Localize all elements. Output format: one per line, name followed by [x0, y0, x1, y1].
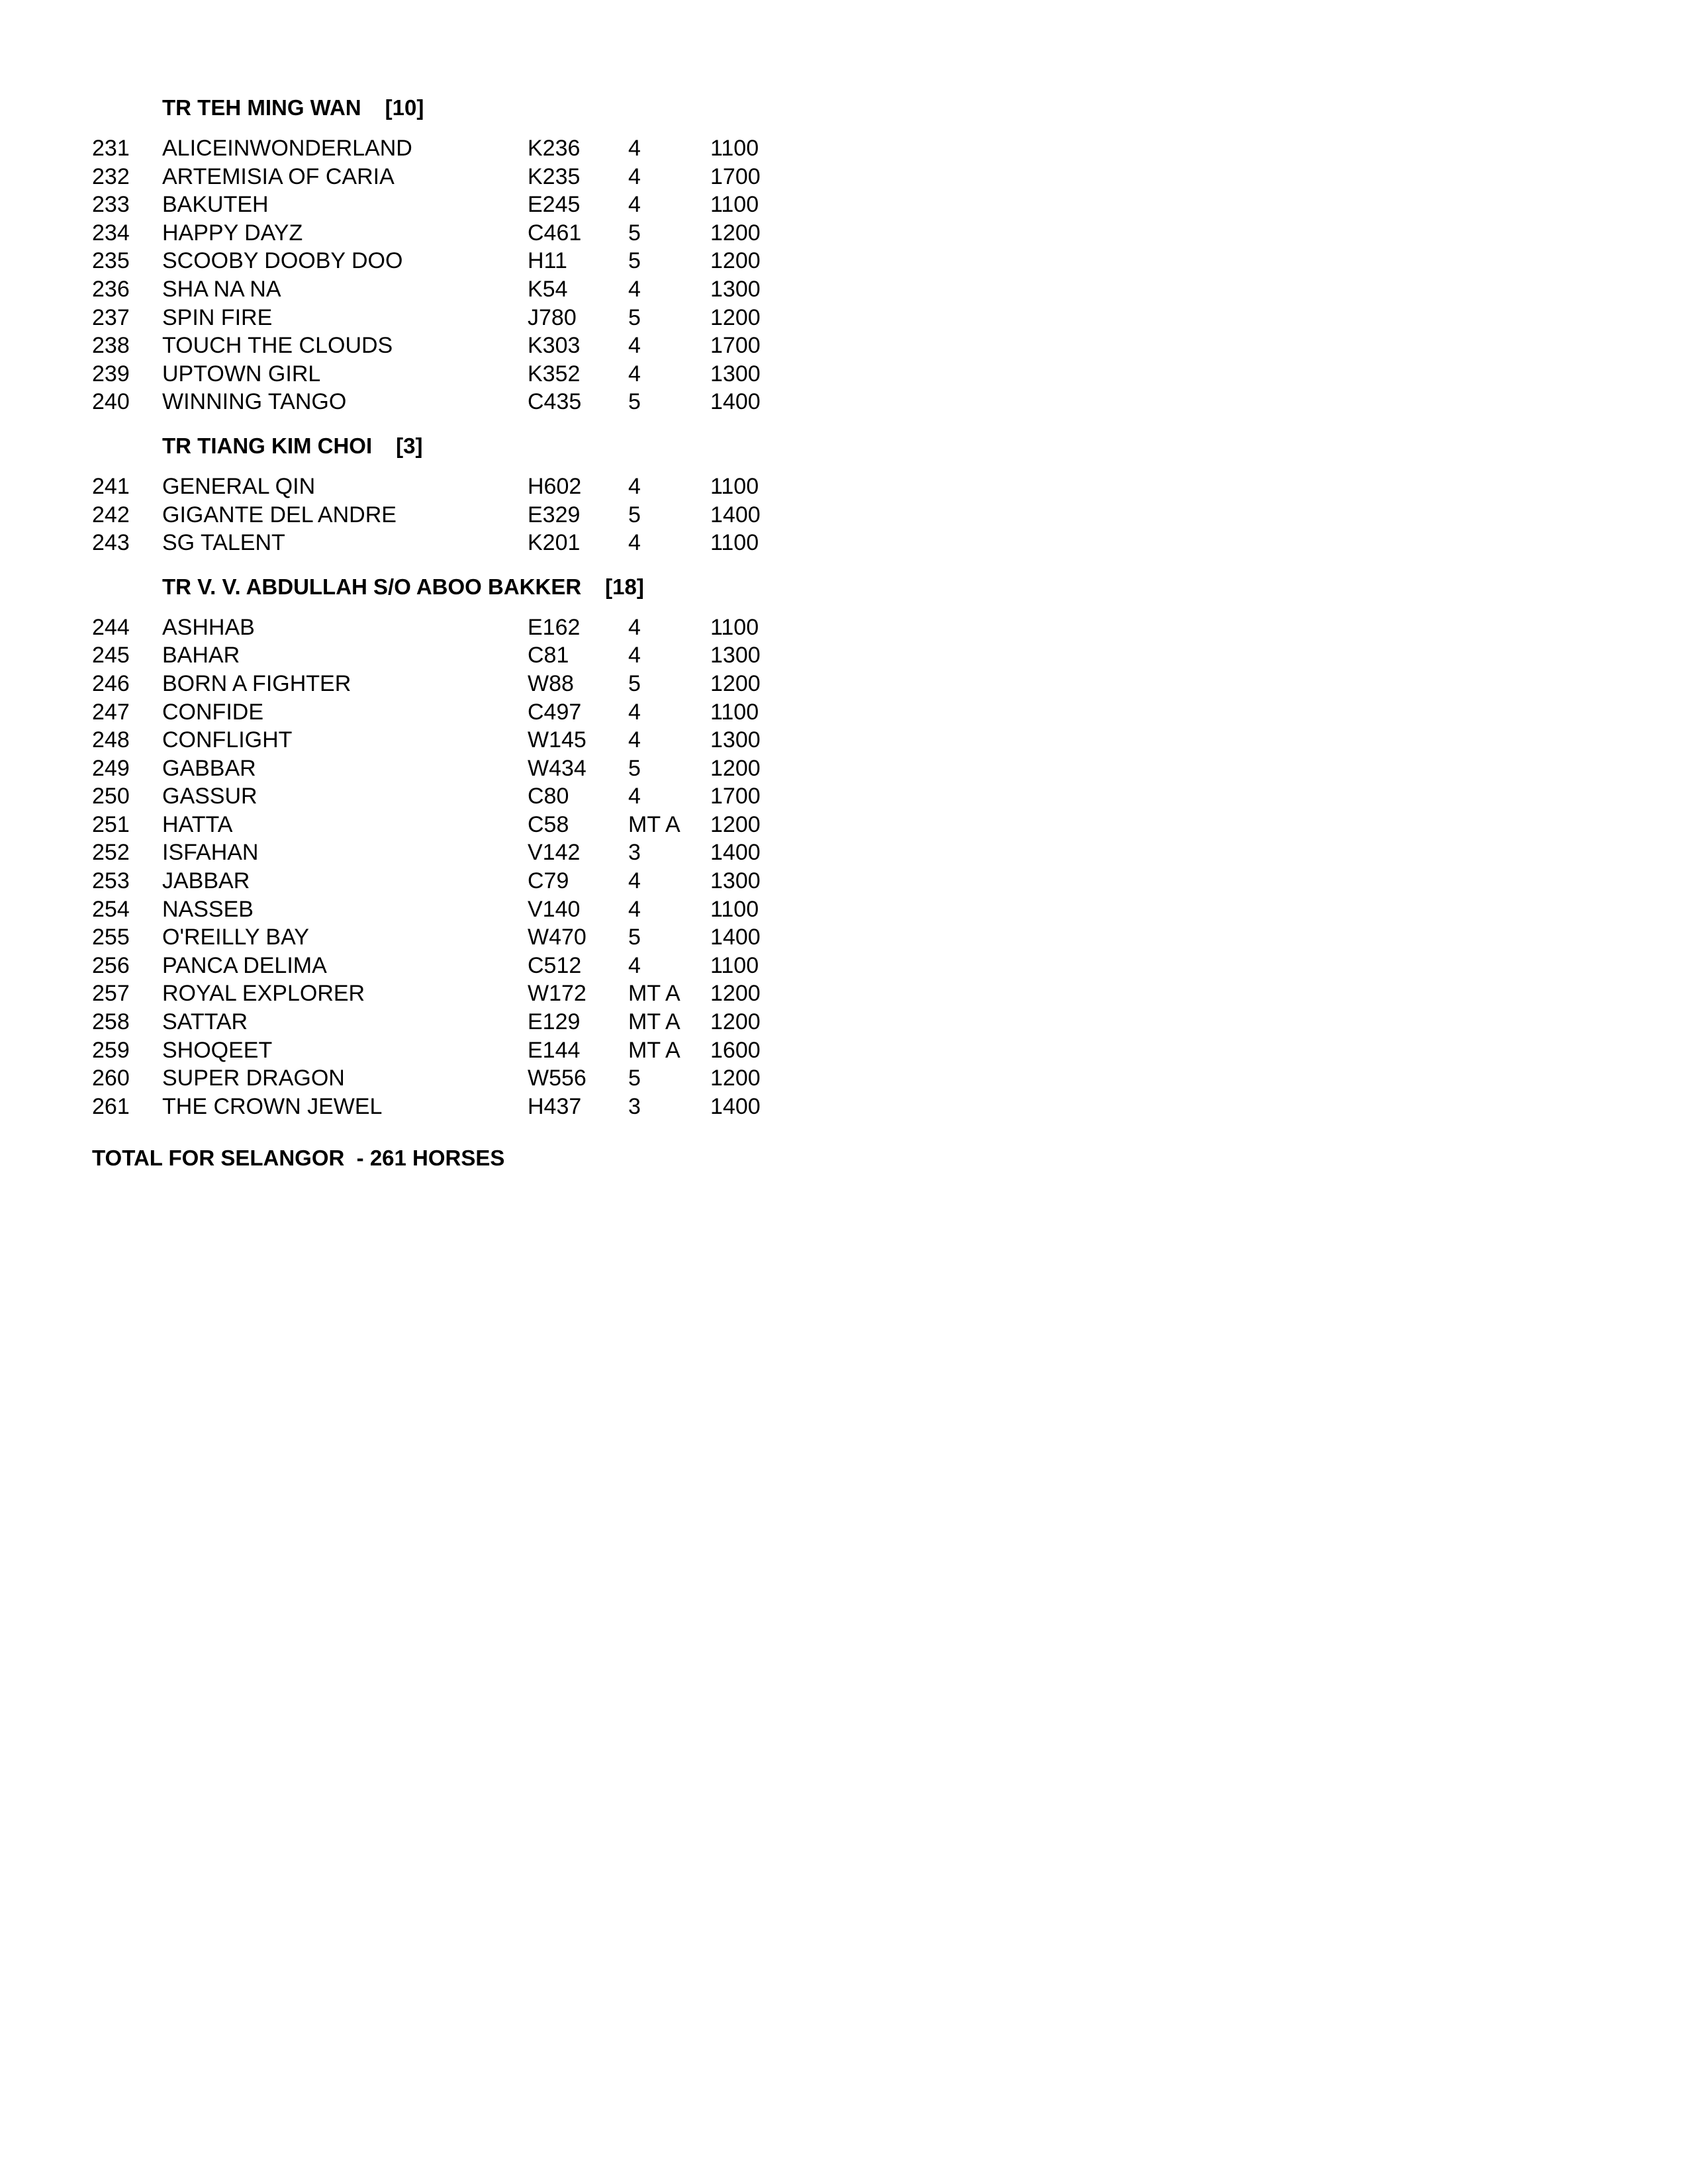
horse-number: 242 [92, 502, 130, 527]
trainer-heading [92, 91, 953, 124]
horse-name: ISFAHAN [162, 840, 259, 866]
horse-rows [92, 473, 953, 557]
horse-rating: 1300 [710, 361, 761, 387]
horse-rating: 1300 [710, 276, 761, 302]
trainer-horse-count: [10] [385, 95, 424, 120]
horse-age: 4 [628, 276, 641, 302]
horse-rating: 1200 [710, 1009, 761, 1035]
horse-number: 258 [92, 1009, 130, 1035]
horse-age: 4 [628, 361, 641, 387]
horse-rating: 1100 [710, 530, 759, 556]
horse-number: 243 [92, 530, 130, 556]
horse-number: 253 [92, 868, 130, 894]
horse-age: 4 [628, 868, 641, 894]
horse-row [92, 247, 953, 275]
horse-name: BORN A FIGHTER [162, 670, 352, 696]
horse-number: 247 [92, 699, 130, 725]
horse-age: 4 [628, 530, 641, 556]
horse-number: 250 [92, 784, 130, 809]
trainer-heading [92, 430, 953, 463]
horse-rating: 1200 [710, 1066, 761, 1091]
horse-rating: 1100 [710, 896, 759, 922]
horse-row [92, 1064, 953, 1093]
horse-name: O'REILLY BAY [162, 925, 309, 950]
horse-rating: 1400 [710, 389, 761, 415]
horse-number: 246 [92, 670, 130, 696]
horse-row [92, 754, 953, 783]
horse-name: CONFIDE [162, 699, 263, 725]
horse-row [92, 670, 953, 698]
horse-number: 237 [92, 304, 130, 330]
horse-rating: 1700 [710, 333, 761, 359]
horse-code: J780 [528, 304, 577, 330]
horse-rating: 1300 [710, 727, 761, 753]
horse-row [92, 275, 953, 304]
horse-age: 4 [628, 333, 641, 359]
trainer-horse-count: [18] [605, 574, 644, 599]
horse-rating: 1200 [710, 755, 761, 781]
horse-rating: 1200 [710, 811, 761, 837]
horse-age: 3 [628, 1093, 641, 1119]
horse-age: 4 [628, 136, 641, 161]
horse-name: NASSEB [162, 896, 254, 922]
horse-rating: 1200 [710, 248, 761, 274]
horse-code: C79 [528, 868, 569, 894]
horse-code: H437 [528, 1093, 582, 1119]
horse-number: 257 [92, 981, 130, 1007]
horse-name: HATTA [162, 811, 233, 837]
horse-name: JABBAR [162, 868, 250, 894]
horse-name: ROYAL EXPLORER [162, 981, 365, 1007]
horse-list [92, 91, 953, 1175]
horse-number: 255 [92, 925, 130, 950]
horse-row [92, 1036, 953, 1065]
horse-age: 4 [628, 192, 641, 218]
horse-name: GABBAR [162, 755, 256, 781]
horse-code: W172 [528, 981, 586, 1007]
horse-code: C81 [528, 643, 569, 668]
horse-name: UPTOWN GIRL [162, 361, 321, 387]
horse-name: SHA NA NA [162, 276, 281, 302]
horse-age: 5 [628, 1066, 641, 1091]
horse-age: 5 [628, 304, 641, 330]
horse-number: 238 [92, 333, 130, 359]
horse-rating: 1100 [710, 699, 759, 725]
horse-code: K235 [528, 163, 581, 189]
horse-code: E129 [528, 1009, 581, 1035]
horse-age: 4 [628, 784, 641, 809]
horse-age: 5 [628, 220, 641, 246]
trainer-name: TR TEH MING WAN [162, 95, 361, 120]
horse-row [92, 641, 953, 670]
horse-code: K236 [528, 136, 581, 161]
horse-code: W434 [528, 755, 586, 781]
horse-code: C80 [528, 784, 569, 809]
horse-row [92, 304, 953, 332]
horse-code: E245 [528, 192, 581, 218]
horse-rows [92, 614, 953, 1121]
horse-rating: 1400 [710, 925, 761, 950]
horse-row [92, 867, 953, 895]
horse-rating: 1100 [710, 614, 759, 640]
horse-name: BAKUTEH [162, 192, 269, 218]
horse-age: 4 [628, 699, 641, 725]
horse-age: 5 [628, 755, 641, 781]
horse-name: ALICEINWONDERLAND [162, 136, 412, 161]
horse-row [92, 698, 953, 727]
horse-rating: 1300 [710, 643, 761, 668]
horse-rating: 1100 [710, 192, 759, 218]
horse-name: SUPER DRAGON [162, 1066, 345, 1091]
horse-age: 4 [628, 727, 641, 753]
horse-age: 5 [628, 925, 641, 950]
horse-code: E162 [528, 614, 581, 640]
horse-rating: 1100 [710, 952, 759, 978]
horse-number: 254 [92, 896, 130, 922]
horse-age: 5 [628, 389, 641, 415]
trainer-section [92, 91, 953, 416]
horse-code: E329 [528, 502, 581, 527]
horse-code: H11 [528, 248, 567, 274]
horse-name: GENERAL QIN [162, 473, 316, 499]
horse-code: H602 [528, 473, 582, 499]
horse-code: K352 [528, 361, 581, 387]
horse-number: 245 [92, 643, 130, 668]
horse-name: SHOQEET [162, 1037, 273, 1063]
horse-code: V142 [528, 840, 581, 866]
trainer-name: TR V. V. ABDULLAH S/O ABOO BAKKER [162, 574, 582, 599]
horse-name: GASSUR [162, 784, 258, 809]
horse-code: K201 [528, 530, 581, 556]
horse-name: SATTAR [162, 1009, 248, 1035]
horse-rating: 1600 [710, 1037, 761, 1063]
horse-row [92, 191, 953, 219]
horse-number: 244 [92, 614, 130, 640]
horse-code: W88 [528, 670, 574, 696]
horse-code: W470 [528, 925, 586, 950]
horse-age: MT A [628, 811, 680, 837]
horse-age: MT A [628, 981, 680, 1007]
horse-row [92, 923, 953, 952]
horse-name: SCOOBY DOOBY DOO [162, 248, 403, 274]
horse-rating: 1700 [710, 784, 761, 809]
horse-number: 241 [92, 473, 130, 499]
horse-rating: 1400 [710, 840, 761, 866]
horse-name: SG TALENT [162, 530, 285, 556]
horse-row [92, 782, 953, 811]
horse-row [92, 501, 953, 529]
horse-number: 252 [92, 840, 130, 866]
trainer-section [92, 430, 953, 557]
horse-rating: 1200 [710, 981, 761, 1007]
horse-row [92, 332, 953, 360]
horse-code: K54 [528, 276, 568, 302]
horse-name: WINNING TANGO [162, 389, 347, 415]
trainer-horse-count: [3] [396, 433, 423, 458]
horse-number: 239 [92, 361, 130, 387]
horse-code: V140 [528, 896, 581, 922]
horse-name: ARTEMISIA OF CARIA [162, 163, 395, 189]
horse-row [92, 219, 953, 248]
horse-age: 4 [628, 896, 641, 922]
trainer-name: TR TIANG KIM CHOI [162, 433, 373, 458]
horse-row [92, 811, 953, 839]
horse-number: 256 [92, 952, 130, 978]
horse-age: 4 [628, 473, 641, 499]
trainer-heading [92, 570, 953, 604]
horse-row [92, 979, 953, 1008]
horse-code: W145 [528, 727, 586, 753]
horse-row [92, 473, 953, 501]
horse-rating: 1100 [710, 473, 759, 499]
horse-rating: 1200 [710, 670, 761, 696]
horse-code: W556 [528, 1066, 586, 1091]
horse-number: 260 [92, 1066, 130, 1091]
horse-age: MT A [628, 1009, 680, 1035]
horse-name: HAPPY DAYZ [162, 220, 303, 246]
horse-rows [92, 134, 953, 416]
horse-rating: 1100 [710, 136, 759, 161]
horse-number: 234 [92, 220, 130, 246]
horse-row [92, 895, 953, 924]
horse-number: 249 [92, 755, 130, 781]
horse-age: 4 [628, 643, 641, 668]
horse-age: 3 [628, 840, 641, 866]
horse-number: 231 [92, 136, 130, 161]
horse-row [92, 529, 953, 557]
horse-age: 4 [628, 163, 641, 189]
horse-name: CONFLIGHT [162, 727, 293, 753]
horse-name: PANCA DELIMA [162, 952, 327, 978]
horse-rating: 1200 [710, 220, 761, 246]
horse-code: C461 [528, 220, 582, 246]
horse-name: ASHHAB [162, 614, 255, 640]
horse-row [92, 952, 953, 980]
horse-number: 236 [92, 276, 130, 302]
horse-code: C435 [528, 389, 582, 415]
horse-age: 5 [628, 670, 641, 696]
horse-age: 4 [628, 614, 641, 640]
horse-code: E144 [528, 1037, 581, 1063]
horse-row [92, 1093, 953, 1121]
horse-number: 240 [92, 389, 130, 415]
horse-number: 251 [92, 811, 130, 837]
horse-rating: 1400 [710, 1093, 761, 1119]
horse-rating: 1400 [710, 502, 761, 527]
horse-number: 235 [92, 248, 130, 274]
horse-name: TOUCH THE CLOUDS [162, 333, 393, 359]
horse-number: 232 [92, 163, 130, 189]
horse-row [92, 388, 953, 416]
horse-code: C497 [528, 699, 582, 725]
horse-row [92, 360, 953, 388]
horse-number: 233 [92, 192, 130, 218]
total-summary: TOTAL FOR SELANGOR - 261 HORSES [92, 1146, 505, 1171]
horse-number: 261 [92, 1093, 130, 1119]
horse-age: 4 [628, 952, 641, 978]
horse-code: C58 [528, 811, 569, 837]
horse-row [92, 163, 953, 191]
horse-code: K303 [528, 333, 581, 359]
horse-number: 259 [92, 1037, 130, 1063]
horse-row [92, 726, 953, 754]
horse-rating: 1300 [710, 868, 761, 894]
horse-rating: 1200 [710, 304, 761, 330]
horse-rating: 1700 [710, 163, 761, 189]
horse-name: SPIN FIRE [162, 304, 273, 330]
horse-row [92, 134, 953, 163]
horse-number: 248 [92, 727, 130, 753]
horse-age: 5 [628, 502, 641, 527]
horse-name: GIGANTE DEL ANDRE [162, 502, 397, 527]
horse-age: 5 [628, 248, 641, 274]
horse-name: THE CROWN JEWEL [162, 1093, 383, 1119]
horse-row [92, 1008, 953, 1036]
horse-row [92, 614, 953, 642]
horse-code: C512 [528, 952, 582, 978]
trainer-section [92, 570, 953, 1121]
horse-age: MT A [628, 1037, 680, 1063]
horse-name: BAHAR [162, 643, 240, 668]
horse-row [92, 839, 953, 867]
